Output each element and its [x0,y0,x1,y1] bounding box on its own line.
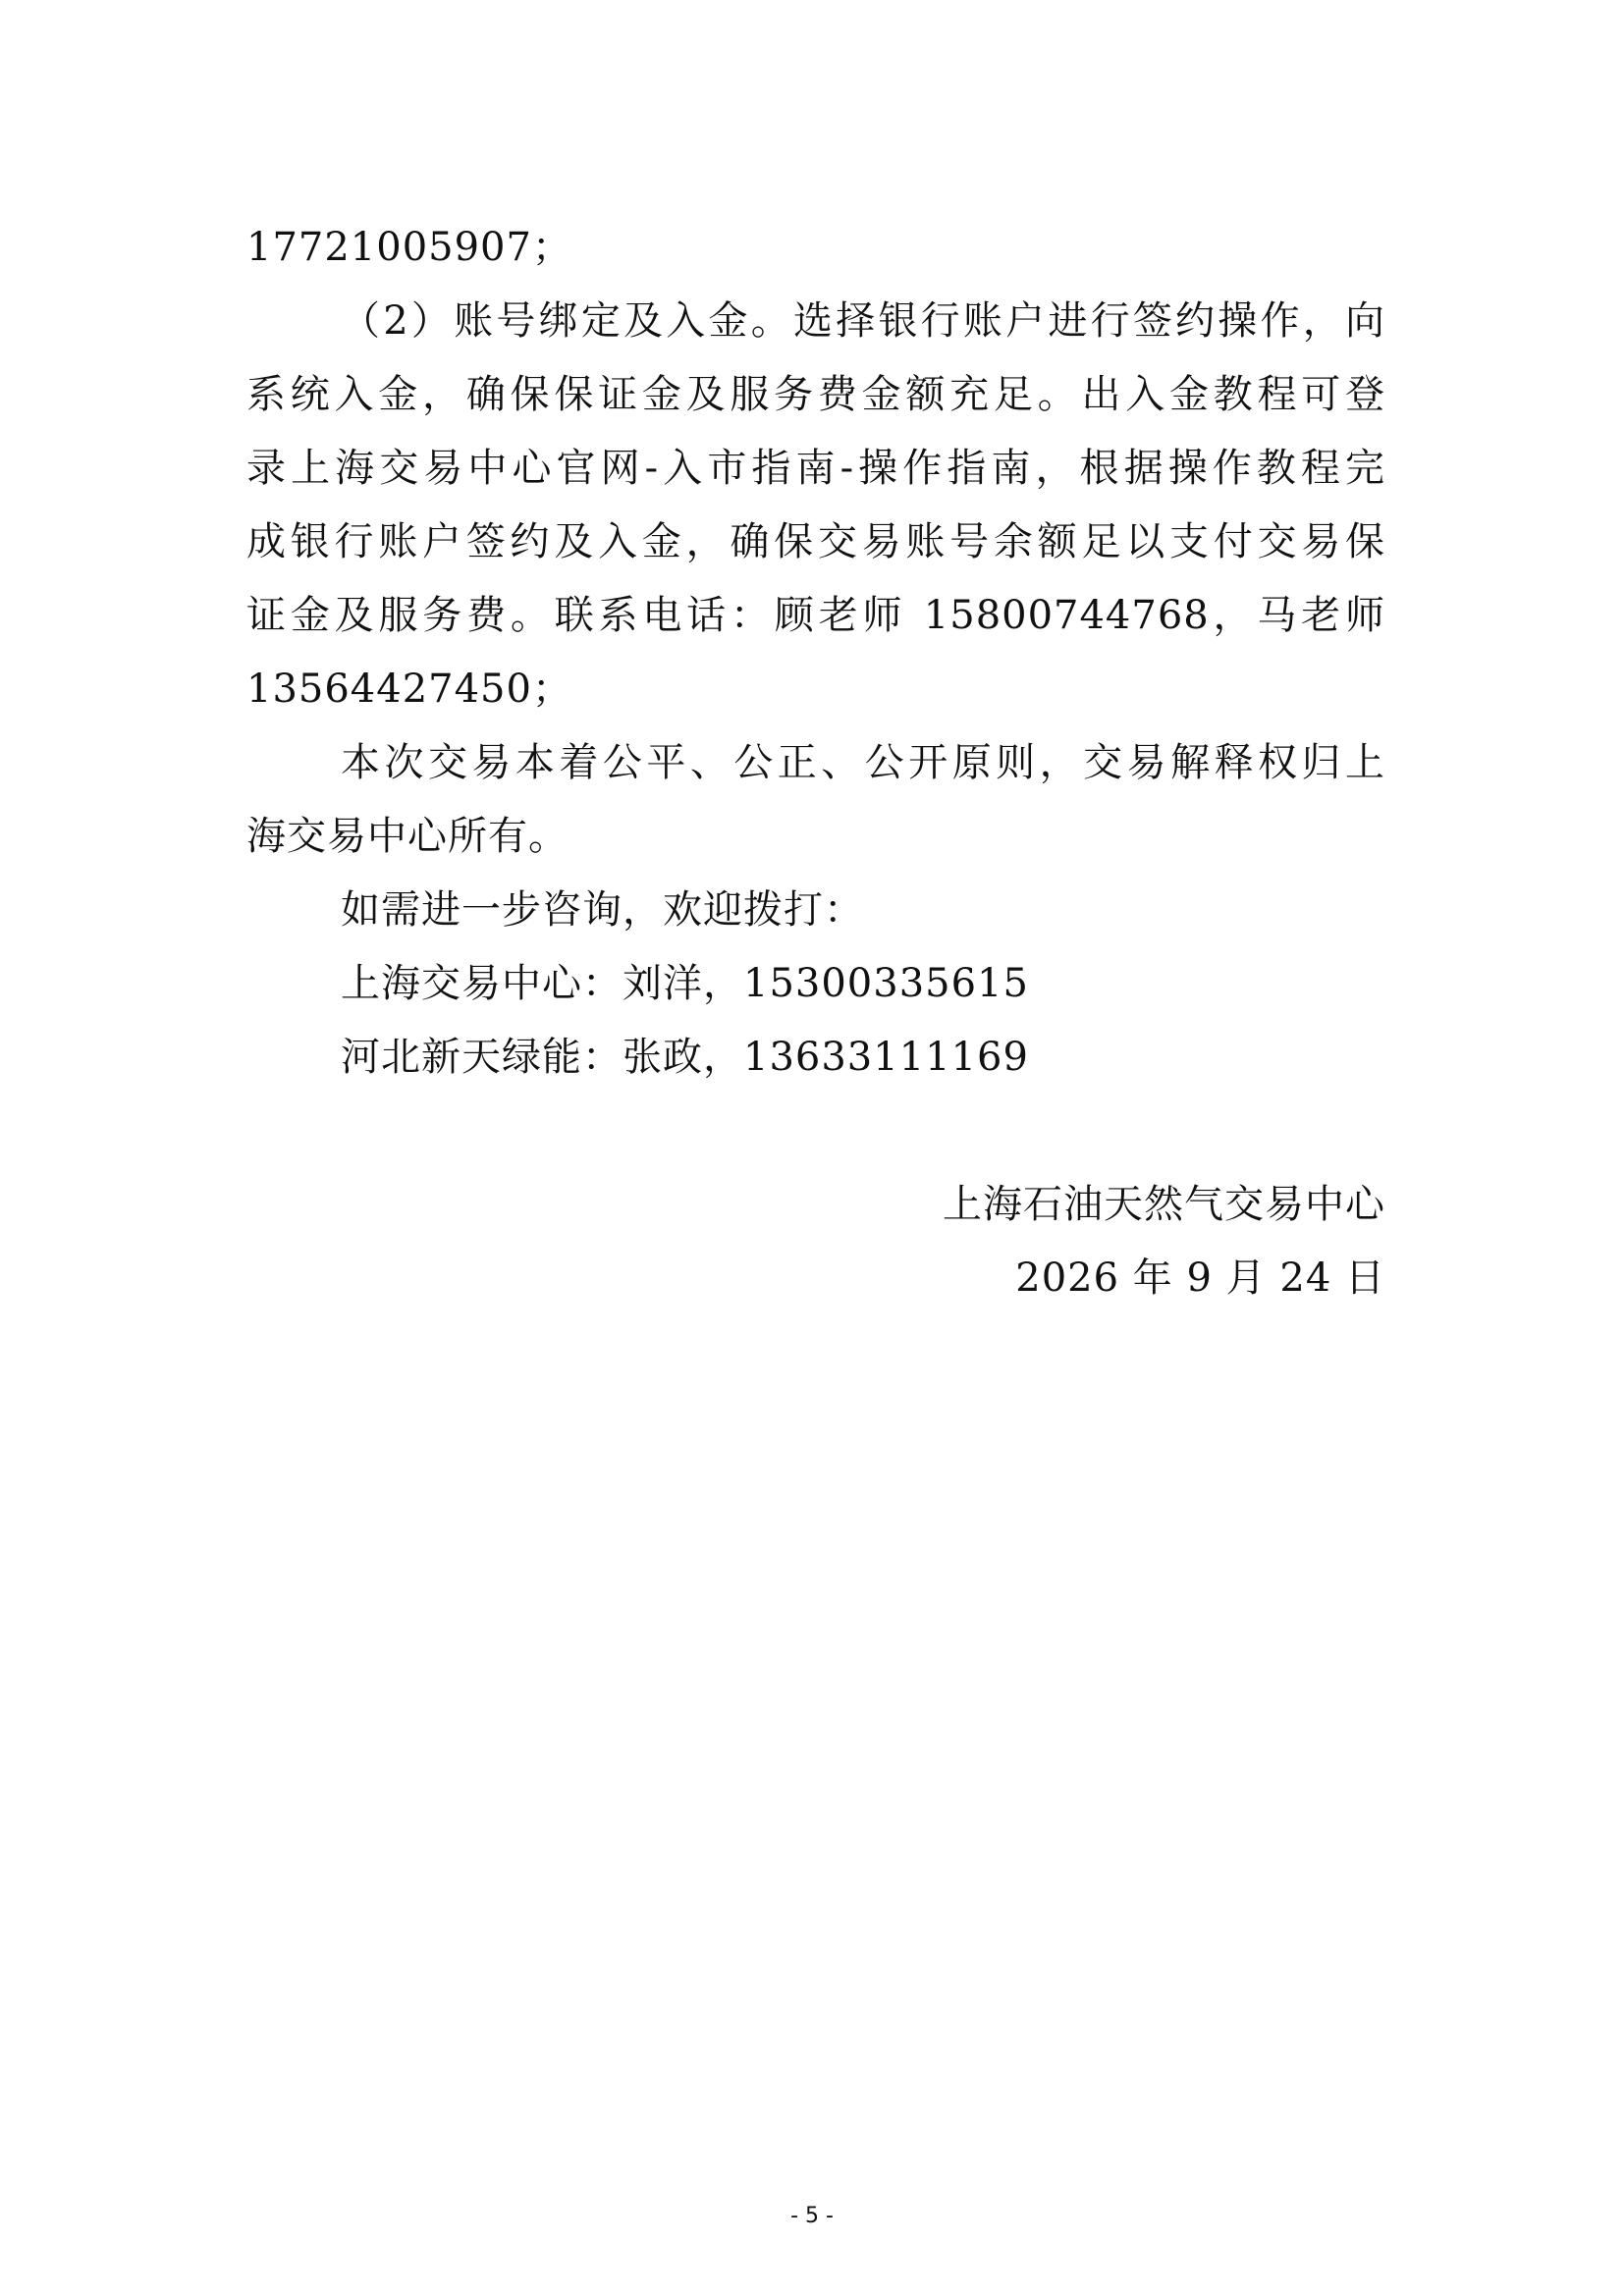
body-line-1: 17721005907； [246,225,572,270]
body-line-2: （2）账号绑定及入金。选择银行账户进行签约操作，向 [341,298,1385,344]
signature-date: 2026 年 9 月 24 日 [1015,1255,1385,1301]
body-line-9: 海交易中心所有。 [246,814,568,859]
contact-hebei: 河北新天绿能：张政，13633111169 [341,1035,1029,1080]
body-line-4: 录上海交易中心官网-入市指南-操作指南，根据操作教程完 [246,446,1385,491]
body-line-10: 如需进一步咨询，欢迎拨打： [341,887,864,933]
page-number: - 5 - [790,2204,834,2228]
contact-shanghai: 上海交易中心：刘洋，15300335615 [341,961,1029,1006]
body-line-7: 13564427450； [246,667,572,712]
body-line-8: 本次交易本着公平、公正、公开原则，交易解释权归上 [341,740,1385,785]
body-line-6: 证金及服务费。联系电话：顾老师 15800744768，马老师 [246,593,1385,638]
signature-organization: 上海石油天然气交易中心 [943,1182,1385,1227]
body-line-5: 成银行账户签约及入金，确保交易账号余额足以支付交易保 [246,519,1385,564]
body-line-3: 系统入金，确保保证金及服务费金额充足。出入金教程可登 [246,372,1385,417]
